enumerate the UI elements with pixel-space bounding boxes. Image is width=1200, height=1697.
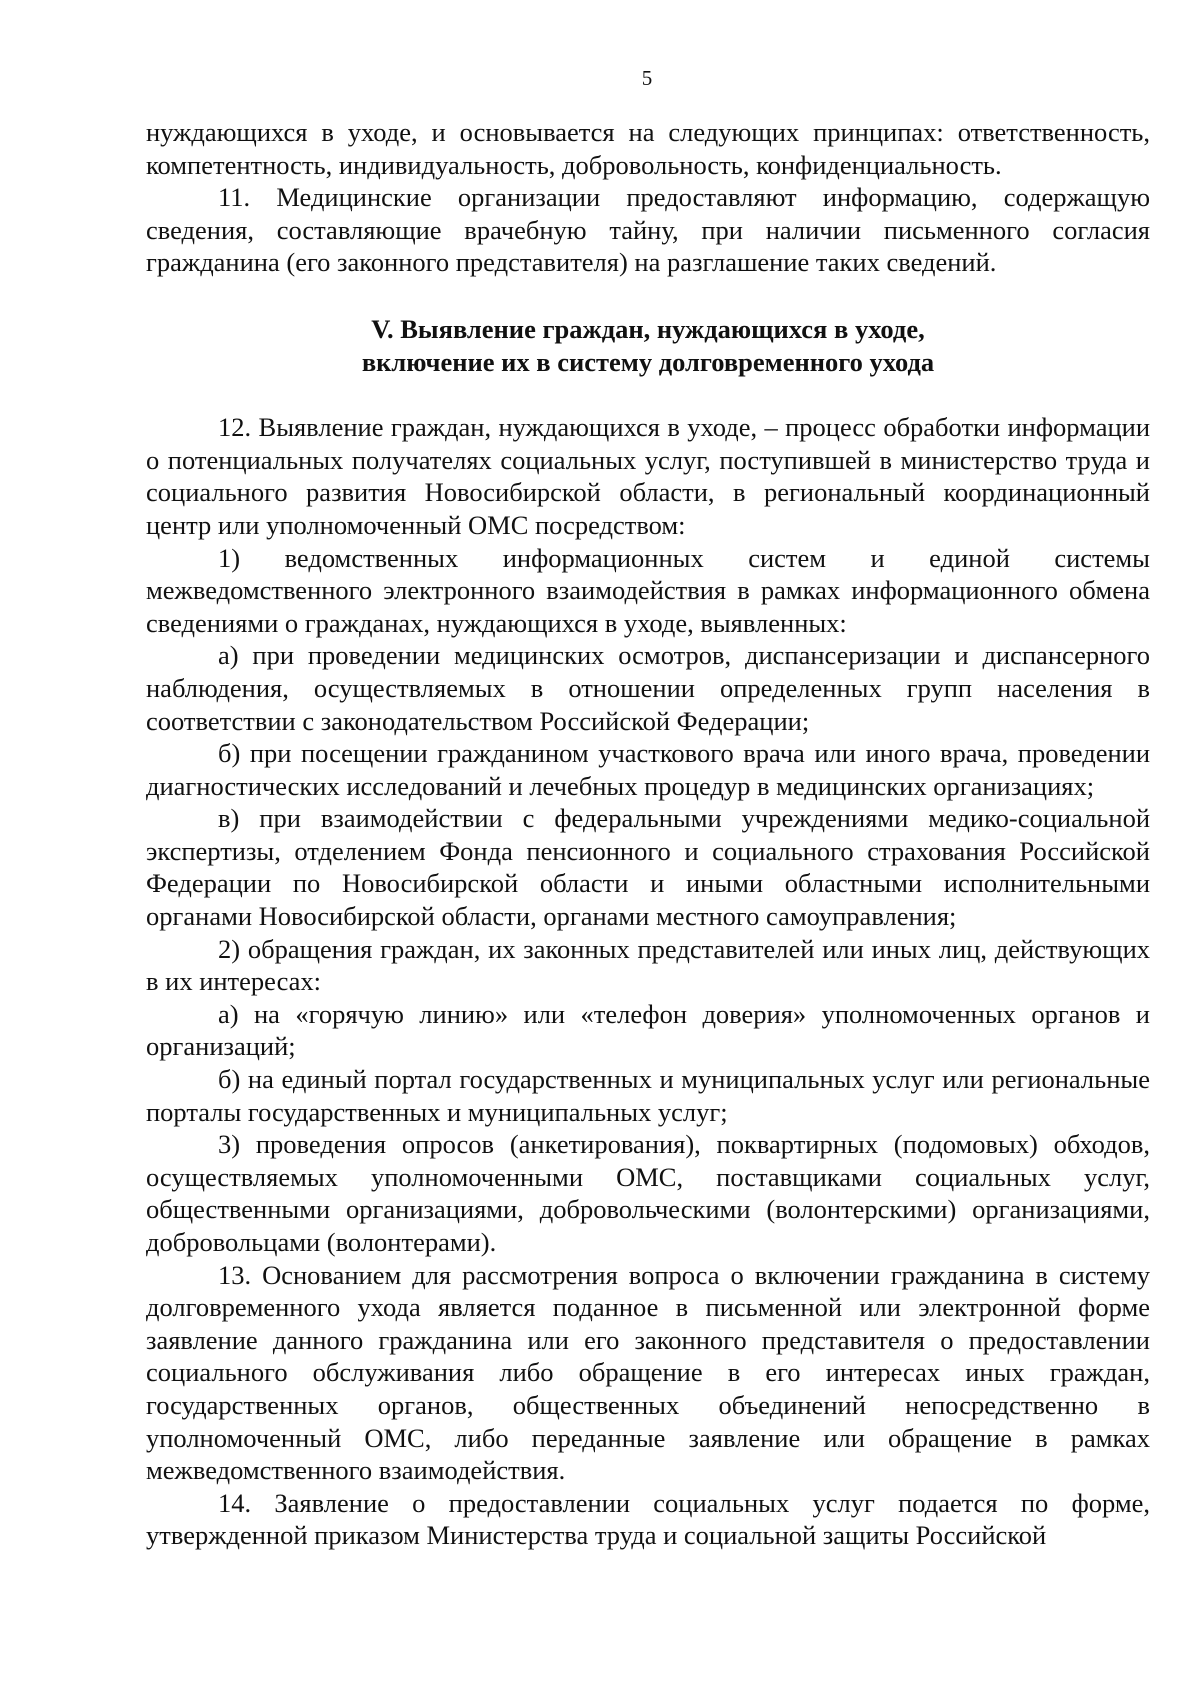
list-subitem-1a: а) при проведении медицинских осмотров, диспансеризации и диспансерного наблюдения, осуществляемых в отношении определенных групп населения в соответствии с законодательством Российской Федерации; — [146, 640, 1150, 736]
list-subitem-2b: б) на единый портал государственных и муниципальных услуг или региональные порталы государственных и муниципальных услуг; — [146, 1064, 1150, 1127]
paragraph-13: 13. Основанием для рассмотрения вопроса о включении гражданина в систему долговременного ухода является поданное в письменной или электронной форме заявление данного гражданина или его законного представителя о предоставлении социального обслуживания либо обращение в его интересах иных граждан, государственных органов, общественных объединений непосредственно в уполномоченный ОМС, либо переданные заявление или обращение в рамках межведомственного взаимодействия. — [146, 1259, 1150, 1486]
list-item-3: 3) проведения опросов (анкетирования), поквартирных (подомовых) обходов, осуществляемых уполномоченными ОМС, поставщиками социальных услуг, общественными организациями, добровольческими (волонтерскими) организациями, добровольцами (волонтерами). — [146, 1129, 1150, 1257]
list-item-2: 2) обращения граждан, их законных представителей или иных лиц, действующих в их интересах: — [146, 933, 1150, 997]
section-heading-line-2: включение их в систему долговременного ухода — [361, 346, 935, 377]
list-subitem-1b: б) при посещении гражданином участкового врача или иного врача, проведении диагностических исследований и лечебных процедур в медицинских организациях; — [146, 738, 1150, 801]
paragraph-continuation: нуждающихся в уходе, и основывается на следующих принципах: ответственность, компетентность, индивидуальность, добровольность, конфиденциальность. — [146, 117, 1150, 180]
list-subitem-2a: а) на «горячую линию» или «телефон доверия» уполномоченных органов и организаций; — [146, 998, 1150, 1062]
paragraph-12: 12. Выявление граждан, нуждающихся в уходе, – процесс обработки информации о потенциальных получателях социальных услуг, поступившей в министерство труда и социального развития Новосибирской области, в региональный координационный центр или уполномоченный ОМС посредством: — [146, 412, 1150, 540]
section-heading — [146, 313, 1150, 378]
list-item-1: 1) ведомственных информационных систем и единой системы межведомственного электронного взаимодействия в рамках информационного обмена сведениями о гражданах, нуждающихся в уходе, выявленных: — [146, 542, 1150, 638]
list-subitem-1v: в) при взаимодействии с федеральными учреждениями медико-социальной экспертизы, отделением Фонда пенсионного и социального страхования Российской Федерации по Новосибирской области и иными областными исполнительными органами Новосибирской области, органами местного самоуправления; — [146, 803, 1150, 932]
section-heading-text — [146, 313, 1150, 378]
paragraph-14: 14. Заявление о предоставлении социальных услуг подается по форме, утвержденной приказом Министерства труда и социальной защиты Российской — [146, 1487, 1150, 1551]
document-body — [146, 116, 1150, 1552]
paragraph-11: 11. Медицинские организации предоставляют информацию, содержащую сведения, составляющие врачебную тайну, при наличии письменного согласия гражданина (его законного представителя) на разглашение таких сведений. — [146, 182, 1150, 278]
page-number: 5 — [641, 66, 653, 90]
section-heading-line-1: V. Выявление граждан, нуждающихся в уходе, — [371, 313, 925, 344]
